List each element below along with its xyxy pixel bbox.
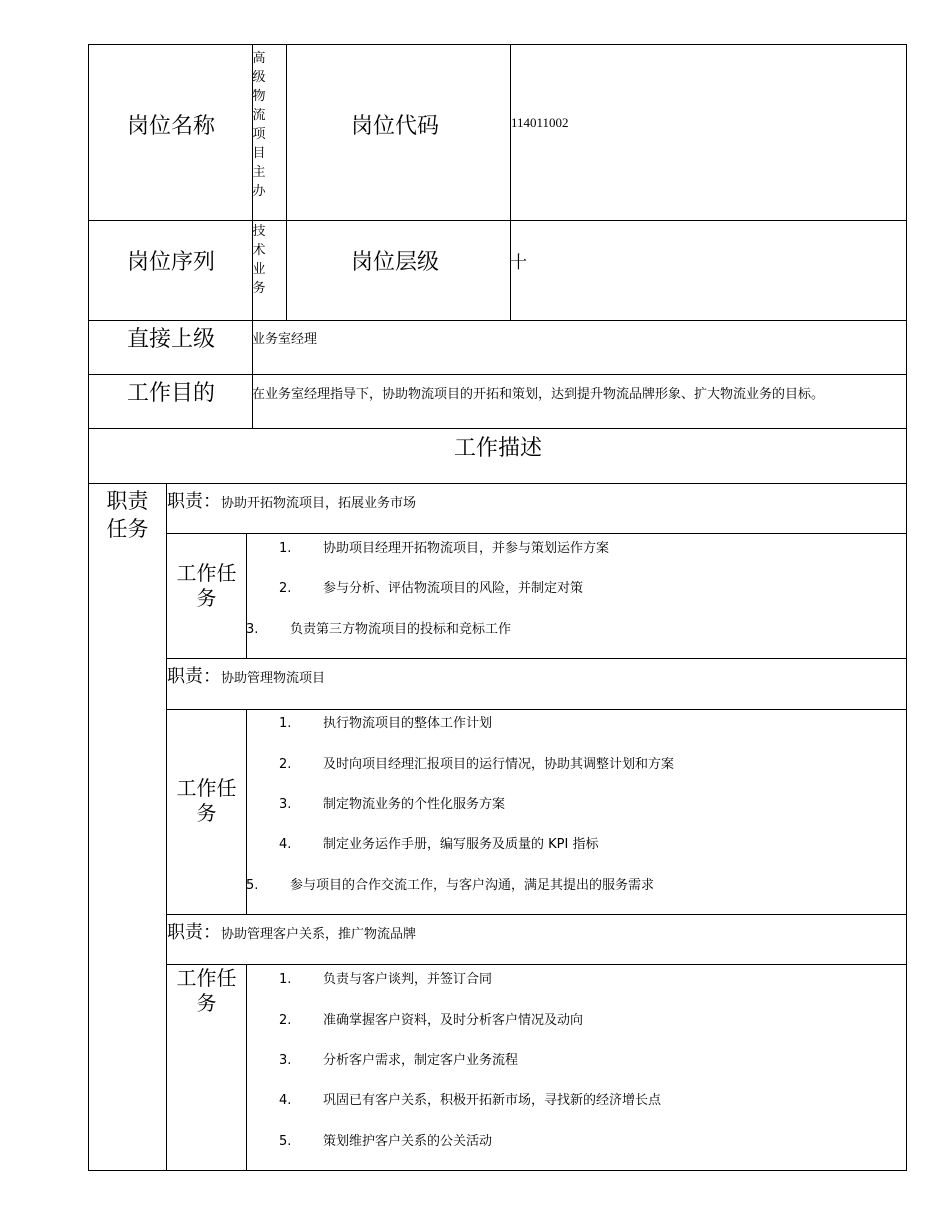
post-level-value: 十 (510, 253, 527, 273)
task-item: 5. 策划维护客户关系的公关活动 (279, 1134, 493, 1149)
duty-text: 协助管理物流项目 (221, 671, 326, 686)
task-item: 2. 准确掌握客户资料，及时分析客户情况及动向 (279, 1013, 584, 1028)
task-item: 3. 制定物流业务的个性化服务方案 (279, 797, 506, 812)
post-code-value: 114011002 (511, 115, 569, 130)
task-item: 2. 参与分析、评估物流项目的风险，并制定对策 (279, 581, 584, 596)
post-code-label: 岗位代码 (351, 114, 440, 139)
post-seq-value: 技 术 业 务 (252, 224, 266, 296)
duty-prefix: 职责： (167, 491, 221, 512)
task-item: 3. 分析客户需求，制定客户业务流程 (279, 1053, 519, 1068)
task-item: 1. 协助项目经理开拓物流项目，并参与策划运作方案 (279, 541, 610, 556)
description-title: 工作描述 (454, 436, 543, 461)
superior-label: 直接上级 (127, 327, 216, 352)
task-item: 4. 制定业务运作手册，编写服务及质量的 KPI 指标 (279, 837, 599, 852)
task-label-1: 工作任 务 (176, 561, 237, 610)
purpose-label: 工作目的 (127, 381, 216, 406)
duty-text: 协助开拓物流项目，拓展业务市场 (221, 496, 417, 511)
duty-2 (167, 662, 325, 688)
duty-prefix: 职责： (167, 666, 221, 687)
duty-3 (167, 918, 416, 944)
post-seq-label: 岗位序列 (127, 250, 216, 275)
task-item: 4. 巩固已有客户关系，积极开拓新市场，寻找新的经济增长点 (279, 1093, 662, 1108)
task-item: 1. 执行物流项目的整体工作计划 (279, 716, 493, 731)
post-name-label: 岗位名称 (127, 114, 216, 139)
duty-text: 协助管理客户关系，推广物流品牌 (221, 927, 417, 942)
task-item: 5. 参与项目的合作交流工作，与客户沟通，满足其提出的服务需求 (246, 878, 655, 893)
post-level-label: 岗位层级 (351, 250, 440, 275)
task-item: 2. 及时向项目经理汇报项目的运行情况，协助其调整计划和方案 (279, 757, 675, 772)
superior-value: 业务室经理 (252, 332, 318, 347)
duty-task-label: 职责 任务 (106, 489, 149, 541)
post-name-value: 高 级 物 流 项 目 主 办 (252, 51, 266, 199)
duty-1 (167, 487, 416, 513)
duty-prefix: 职责： (167, 922, 221, 943)
task-label-3: 工作任 务 (176, 966, 237, 1015)
task-label-2: 工作任 务 (176, 776, 237, 825)
purpose-value: 在业务室经理指导下，协助物流项目的开拓和策划，达到提升物流品牌形象、扩大物流业务的目标。 (252, 387, 825, 402)
task-item: 1. 负责与客户谈判，并签订合同 (279, 972, 493, 987)
task-item: 3. 负责第三方物流项目的投标和竞标工作 (246, 622, 512, 637)
